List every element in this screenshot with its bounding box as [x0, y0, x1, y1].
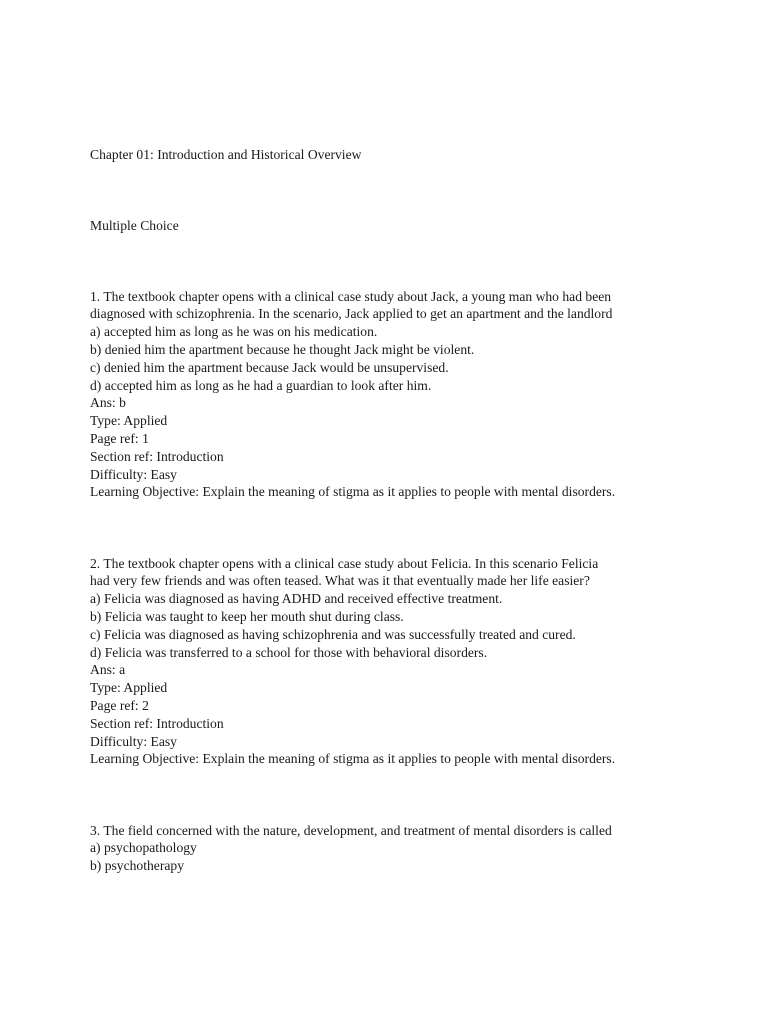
spacer	[90, 501, 750, 554]
question-stem-line: had very few friends and was often teased. What was it that eventually made her life easier?	[90, 573, 590, 589]
answer-options	[90, 590, 750, 661]
question-stem-line: 1. The textbook chapter opens with a clinical case study about Jack, a young man who had been	[90, 288, 612, 304]
difficulty: Difficulty: Easy	[90, 466, 177, 482]
answer-options	[90, 839, 750, 875]
option-b: b) Felicia was taught to keep her mouth shut during class.	[90, 608, 404, 624]
option-b: b) denied him the apartment because he thought Jack might be violent.	[90, 341, 475, 357]
option-d: d) accepted him as long as he had a guardian to look after him.	[90, 377, 432, 393]
option-a: a) accepted him as long as he was on his medication.	[90, 324, 378, 340]
option-b: b) psychotherapy	[90, 858, 184, 874]
question-type: Type: Applied	[90, 680, 168, 696]
section-heading: Multiple Choice	[90, 217, 179, 233]
spacer	[90, 768, 750, 821]
difficulty: Difficulty: Easy	[90, 733, 177, 749]
learning-objective: Learning Objective: Explain the meaning of stigma as it applies to people with mental disorders.	[90, 751, 616, 767]
option-a: a) psychopathology	[90, 840, 197, 856]
option-c: c) Felicia was diagnosed as having schizophrenia and was successfully treated and cured.	[90, 626, 576, 642]
page-ref: Page ref: 1	[90, 430, 149, 446]
answer-key: Ans: a	[90, 662, 126, 678]
page-ref: Page ref: 2	[90, 697, 149, 713]
document-page	[90, 146, 750, 875]
option-c: c) denied him the apartment because Jack would be unsupervised.	[90, 359, 449, 375]
answer-metadata	[90, 661, 750, 768]
chapter-title: Chapter 01: Introduction and Historical Overview	[90, 147, 362, 162]
learning-objective: Learning Objective: Explain the meaning of stigma as it applies to people with mental disorders.	[90, 484, 616, 500]
question-stem-line: diagnosed with schizophrenia. In the scenario, Jack applied to get an apartment and the landlord	[90, 306, 613, 322]
question-stem-line: 3. The field concerned with the nature, development, and treatment of mental disorders is called	[90, 822, 612, 838]
option-a: a) Felicia was diagnosed as having ADHD and received effective treatment.	[90, 591, 503, 607]
answer-metadata	[90, 394, 750, 501]
section-ref: Section ref: Introduction	[90, 448, 224, 464]
question-3	[90, 822, 750, 875]
option-d: d) Felicia was transferred to a school for those with behavioral disorders.	[90, 644, 488, 660]
question-1	[90, 288, 750, 502]
answer-options	[90, 323, 750, 394]
answer-key: Ans: b	[90, 395, 126, 411]
question-stem-line: 2. The textbook chapter opens with a clinical case study about Felicia. In this scenario Felicia	[90, 555, 599, 571]
question-2	[90, 555, 750, 769]
question-type: Type: Applied	[90, 413, 168, 429]
section-ref: Section ref: Introduction	[90, 715, 224, 731]
